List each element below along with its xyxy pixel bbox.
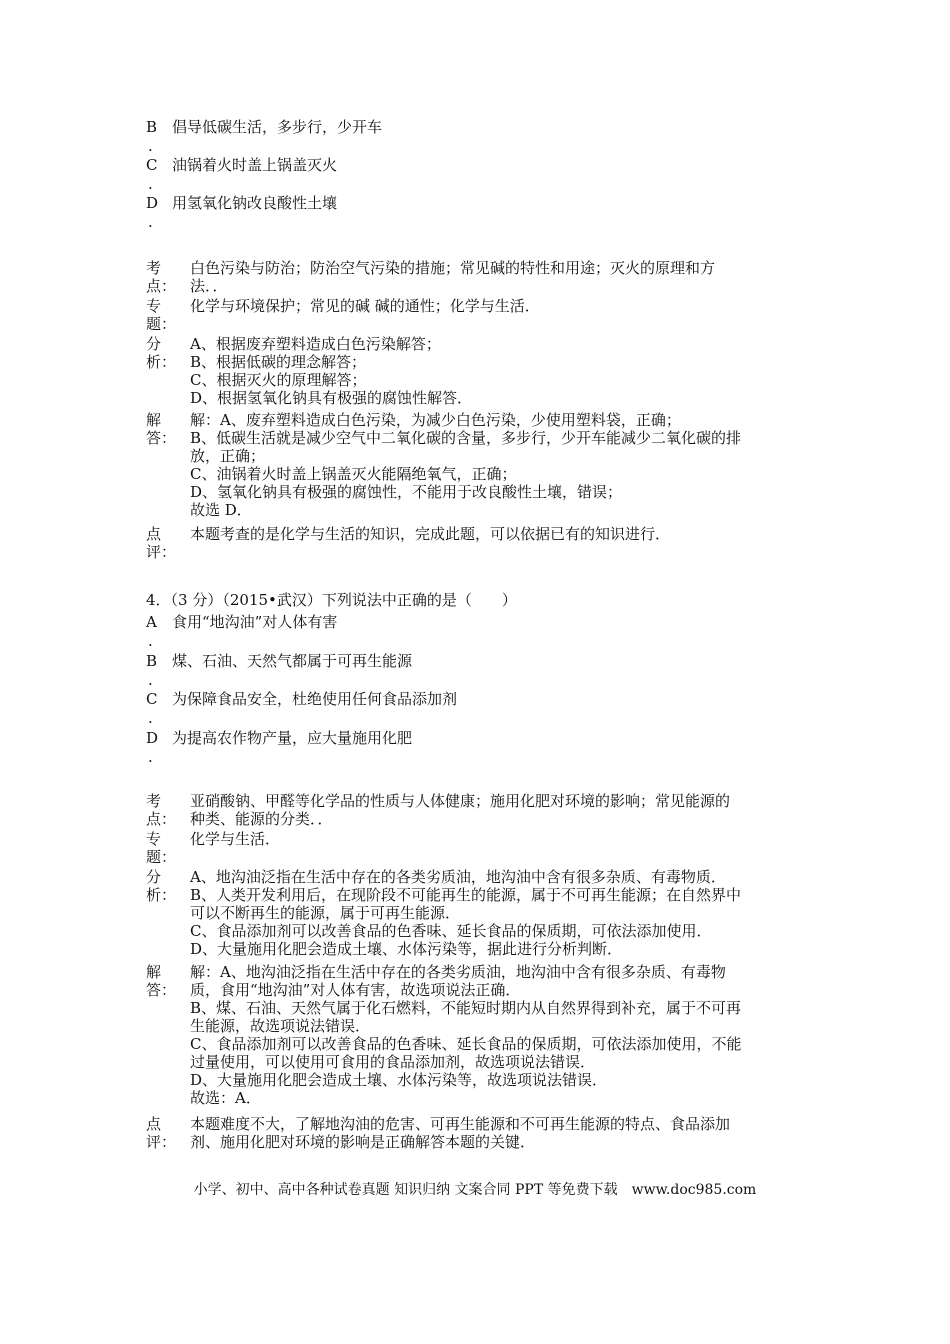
section-body	[190, 411, 810, 519]
label-line: 考	[146, 259, 162, 277]
option-text: 煤、石油、天然气都属于可再生能源	[172, 652, 413, 670]
label-line: 评：	[146, 543, 177, 561]
body-line: 生能源，故选项说法错误．	[190, 1017, 371, 1035]
label-line: 解	[146, 411, 162, 429]
option-letter: B	[146, 652, 158, 670]
section-label	[146, 525, 176, 561]
section-body	[190, 963, 810, 1107]
q4-option-d	[146, 729, 806, 769]
option-letter: D	[146, 194, 159, 212]
q4-option-a	[146, 613, 806, 653]
section-label	[146, 792, 176, 828]
label-line: 专	[146, 297, 162, 315]
option-dot: .	[148, 213, 153, 231]
option-dot: .	[148, 709, 153, 727]
option-letter: B	[146, 118, 158, 136]
body-line: D、大量施用化肥会造成土壤、水体污染等，据此进行分析判断．	[190, 940, 623, 958]
label-line: 答：	[146, 981, 177, 999]
label-line: 析：	[146, 886, 177, 904]
q3-option-c	[146, 156, 806, 196]
label-line: 分	[146, 868, 162, 886]
option-dot: .	[148, 175, 153, 193]
section-body	[190, 1115, 810, 1151]
option-dot: .	[148, 671, 153, 689]
option-letter: C	[146, 690, 158, 708]
option-dot: .	[148, 137, 153, 155]
section-body	[190, 868, 810, 958]
body-line: 解：A、废弃塑料造成白色污染，为减少白色污染，少使用塑料袋，正确；	[190, 411, 681, 429]
body-line: 故选 D．	[190, 501, 252, 519]
body-line: 过量使用，可以使用可食用的食品添加剂，故选项说法错误．	[190, 1053, 596, 1071]
body-line: A、地沟油泛指在生活中存在的各类劣质油，地沟油中含有很多杂质、有毒物质．	[190, 868, 726, 886]
body-line: C、食品添加剂可以改善食品的色香味、延长食品的保质期，可依法添加使用．	[190, 922, 712, 940]
body-line: D、氢氧化钠具有极强的腐蚀性，不能用于改良酸性土壤，错误；	[190, 483, 623, 501]
body-line: B、低碳生活就是减少空气中二氧化碳的含量，多步行，少开车能减少二氧化碳的排	[190, 429, 742, 447]
section-label	[146, 830, 176, 866]
body-line: 亚硝酸钠、甲醛等化学品的性质与人体健康；施用化肥对环境的影响；常见能源的	[190, 792, 731, 810]
body-line: 本题考查的是化学与生活的知识，完成此题，可以依据已有的知识进行．	[190, 525, 671, 543]
label-line: 点：	[146, 277, 177, 295]
option-text: 为提高农作物产量，应大量施用化肥	[172, 729, 413, 747]
option-text: 食用“地沟油”对人体有害	[172, 613, 338, 631]
body-line: 法．．	[190, 277, 228, 295]
label-line: 答：	[146, 429, 177, 447]
label-line: 析：	[146, 353, 177, 371]
option-letter: A	[146, 613, 157, 631]
q4-stem: 4．（3 分）（2015•武汉）下列说法中正确的是（ ）	[146, 591, 517, 609]
section-label	[146, 963, 176, 999]
option-letter: D	[146, 729, 159, 747]
label-line: 点：	[146, 810, 177, 828]
body-line: C、食品添加剂可以改善食品的色香味、延长食品的保质期，可依法添加使用，不能	[190, 1035, 742, 1053]
body-line: 剂、施用化肥对环境的影响是正确解答本题的关键．	[190, 1133, 536, 1151]
body-line: 故选：A．	[190, 1089, 261, 1107]
label-line: 解	[146, 963, 162, 981]
label-line: 评：	[146, 1133, 177, 1151]
label-line: 分	[146, 335, 162, 353]
option-text: 为保障食品安全，杜绝使用任何食品添加剂	[172, 690, 458, 708]
body-line: 种类、能源的分类．．	[190, 810, 333, 828]
label-line: 考	[146, 792, 162, 810]
option-letter: C	[146, 156, 158, 174]
body-line: 化学与环境保护；常见的碱 碱的通性；化学与生活．	[190, 297, 540, 315]
q4-option-b	[146, 652, 806, 692]
section-label	[146, 411, 176, 447]
body-line: A、根据废弃塑料造成白色污染解答；	[190, 335, 441, 353]
label-line: 点	[146, 1115, 162, 1133]
body-line: D、大量施用化肥会造成土壤、水体污染等，故选项说法错误．	[190, 1071, 608, 1089]
body-line: 可以不断再生的能源，属于可再生能源．	[190, 904, 461, 922]
body-line: 本题难度不大，了解地沟油的危害、可再生能源和不可再生能源的特点、食品添加	[190, 1115, 731, 1133]
section-label	[146, 297, 176, 333]
body-line: 放，正确；	[190, 447, 266, 465]
section-label	[146, 868, 176, 904]
section-label	[146, 335, 176, 371]
body-line: 化学与生活．	[190, 830, 281, 848]
body-line: 白色污染与防治；防治空气污染的措施；常见碱的特性和用途；灭火的原理和方	[190, 259, 716, 277]
label-line: 题：	[146, 848, 177, 866]
section-label	[146, 1115, 176, 1151]
section-body	[190, 335, 810, 407]
label-line: 题：	[146, 315, 177, 333]
section-body	[190, 830, 810, 848]
q4-option-c	[146, 690, 806, 730]
q3-option-b	[146, 118, 806, 158]
body-line: 质，食用“地沟油”对人体有害，故选项说法正确．	[190, 981, 521, 999]
body-line: C、根据灭火的原理解答；	[190, 371, 367, 389]
option-dot: .	[148, 748, 153, 766]
section-body	[190, 525, 810, 543]
q3-option-d	[146, 194, 806, 234]
section-body	[190, 792, 810, 828]
option-text: 油锅着火时盖上锅盖灭火	[172, 156, 338, 174]
body-line: 解：A、地沟油泛指在生活中存在的各类劣质油，地沟油中含有很多杂质、有毒物	[190, 963, 726, 981]
body-line: B、煤、石油、天然气属于化石燃料，不能短时期内从自然界得到补充，属于不可再	[190, 999, 742, 1017]
option-text: 用氢氧化钠改良酸性土壤	[172, 194, 338, 212]
label-line: 专	[146, 830, 162, 848]
option-text: 倡导低碳生活，多步行，少开车	[172, 118, 383, 136]
body-line: B、根据低碳的理念解答；	[190, 353, 367, 371]
section-body	[190, 259, 810, 295]
section-label	[146, 259, 176, 295]
body-line: D、根据氢氧化钠具有极强的腐蚀性解答．	[190, 389, 473, 407]
body-line: B、人类开发利用后，在现阶段不可能再生的能源，属于不可再生能源；在自然界中	[190, 886, 742, 904]
option-dot: .	[148, 632, 153, 650]
label-line: 点	[146, 525, 162, 543]
body-line: C、油锅着火时盖上锅盖灭火能隔绝氧气，正确；	[190, 465, 517, 483]
page-footer: 小学、初中、高中各种试卷真题 知识归纳 文案合同 PPT 等免费下载 www.doc985.com	[193, 1182, 757, 1198]
section-body	[190, 297, 810, 315]
